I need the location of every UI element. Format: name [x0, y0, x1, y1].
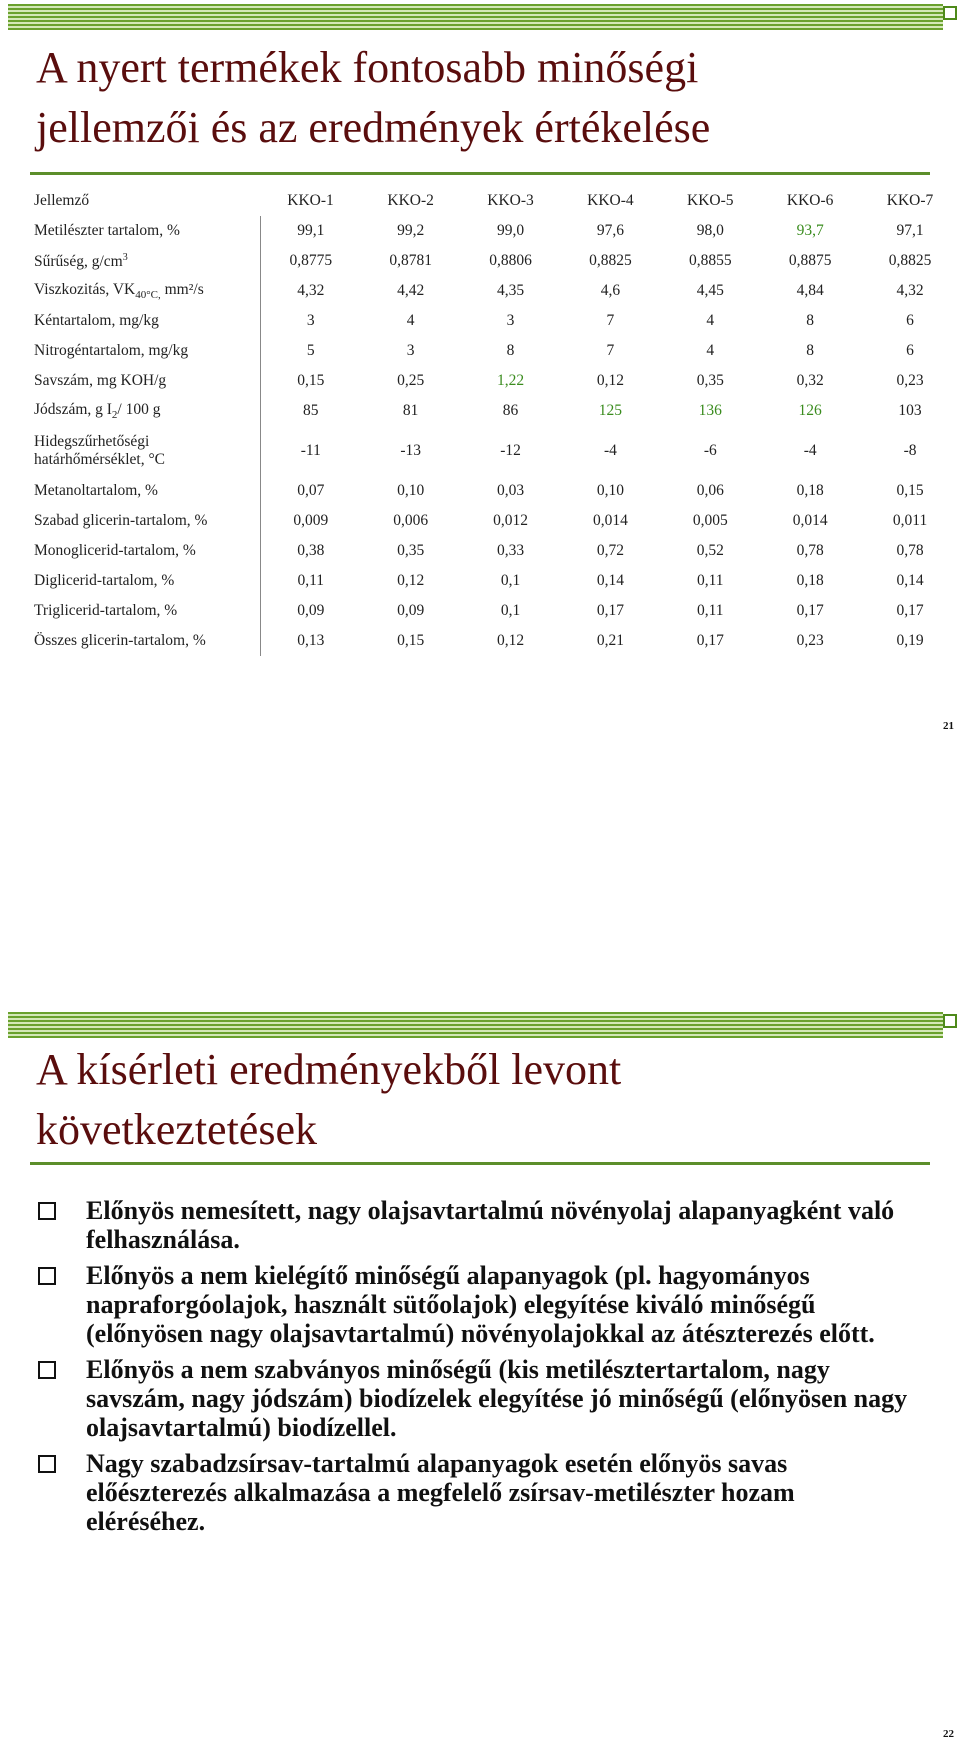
table-cell: 0,005	[692, 512, 728, 529]
table-cell: 0,17	[796, 602, 824, 619]
table-cell: 0,23	[896, 372, 924, 389]
table-cell: 0,35	[696, 372, 724, 389]
table-cell: 86	[502, 402, 519, 419]
header-cell: KKO-2	[387, 192, 434, 209]
table-cell: 0,10	[596, 482, 624, 499]
table-cell: 0,32	[796, 372, 824, 389]
corner-square-icon	[943, 1014, 957, 1028]
table-cell: 4	[706, 312, 715, 329]
table-cell: 4,32	[896, 282, 924, 299]
table-cell: 81	[402, 402, 419, 419]
table-cell: 0,8781	[389, 252, 432, 269]
table-row	[30, 246, 960, 276]
table-cell: 0,21	[596, 632, 624, 649]
header-cell: KKO-7	[886, 192, 934, 209]
row-label: Triglicerid-tartalom, %	[30, 596, 260, 626]
table-cell: 0,12	[397, 572, 425, 589]
title-underline	[30, 1162, 930, 1165]
corner-square-icon	[943, 6, 957, 20]
row-label-line-1: Hidegszűrhetőségi	[34, 433, 150, 450]
table-cell: 0,14	[896, 572, 924, 589]
page-number: 22	[943, 1728, 954, 1740]
row-label: Szabad glicerin-tartalom, %	[30, 506, 260, 536]
slide-title	[36, 38, 936, 158]
table-cell: 0,78	[896, 542, 924, 559]
table-header-row	[30, 186, 960, 216]
slide-22	[0, 1000, 960, 1744]
row-label: Monoglicerid-tartalom, %	[30, 536, 260, 566]
row-label: Diglicerid-tartalom, %	[30, 566, 260, 596]
table-cell: 0,03	[496, 482, 525, 499]
table-cell: -6	[703, 442, 717, 459]
table-row	[30, 306, 960, 336]
table-cell: 0,25	[397, 372, 425, 389]
table-cell: 0,15	[896, 482, 924, 499]
table-cell: 0,35	[397, 542, 425, 559]
table-cell: 0,38	[297, 542, 325, 559]
bullet-text: Nagy szabadzsírsav-tartalmú alapanyagok esetén előnyös savas előészterezés alkalmazása a megfelelő zsírsav-metilészter hozam eléréséhez.	[86, 1449, 795, 1536]
header-cell: KKO-3	[487, 192, 534, 209]
decorative-header-bar	[8, 1012, 943, 1043]
table-cell: 4	[406, 312, 415, 329]
page-number: 21	[943, 720, 954, 732]
row-label	[30, 396, 260, 426]
square-bullet-icon	[38, 1455, 56, 1473]
table-row	[30, 426, 960, 476]
table-cell: 8	[806, 312, 815, 329]
row-label: Savszám, mg KOH/g	[30, 366, 260, 396]
table-cell: 3	[506, 312, 515, 329]
title-underline	[30, 172, 930, 175]
row-label-text: Sűrűség, g/cm	[34, 252, 123, 270]
table-row	[30, 536, 960, 566]
table-cell: 85	[303, 402, 319, 419]
table-cell: 4,35	[496, 282, 525, 299]
table-row	[30, 476, 960, 506]
list-item	[38, 1261, 918, 1348]
table-row	[30, 216, 960, 246]
table-cell: -4	[603, 442, 617, 459]
row-label-sub: 40°C,	[135, 289, 161, 301]
header-cell: KKO-1	[287, 192, 334, 209]
table-cell: -8	[903, 442, 917, 459]
row-label-suffix: mm²/s	[160, 281, 204, 298]
table-cell: 4,6	[600, 282, 621, 299]
conclusions-list	[38, 1196, 918, 1543]
table-cell: 4,42	[397, 282, 425, 299]
table-cell: 97,1	[896, 222, 924, 239]
table-cell: -11	[300, 442, 321, 459]
list-item	[38, 1196, 918, 1254]
table-cell: 0,15	[397, 632, 425, 649]
table-cell: 0,014	[592, 512, 628, 529]
table-cell: -13	[400, 442, 421, 459]
title-line-2: következtetések	[36, 1105, 317, 1154]
row-label-sup: 3	[122, 251, 128, 263]
bullet-text: Előnyös a nem szabványos minőségű (kis metilésztertartalom, nagy savszám, nagy jódszám) biodízelek elegyítése jó minőségű (előnyösen nagy olajsavtartalmú) biodízellel.	[86, 1355, 908, 1442]
row-label-text: Viszkozitás, VK	[34, 281, 136, 298]
table-cell: -12	[500, 442, 521, 459]
table-row	[30, 396, 960, 426]
table-cell: 0,18	[796, 482, 824, 499]
table-row	[30, 506, 960, 536]
table-cell-highlight: 1,22	[496, 372, 525, 389]
table-cell: 0,1	[500, 602, 521, 619]
row-label: Kéntartalom, mg/kg	[30, 306, 260, 336]
row-label-sub: 2	[111, 409, 118, 421]
table-cell: -4	[803, 442, 817, 459]
decorative-header-bar	[8, 4, 943, 35]
table-cell: 8	[506, 342, 515, 359]
table-cell: 8	[806, 342, 815, 359]
table-cell: 0,13	[297, 632, 325, 649]
row-label	[30, 276, 260, 306]
table-cell: 0,11	[697, 572, 724, 589]
table-cell: 0,15	[297, 372, 325, 389]
bullet-text: Előnyös nemesített, nagy olajsavtartalmú növényolaj alapanyagként való felhasználása.	[86, 1196, 895, 1254]
table-cell: 0,33	[496, 542, 525, 559]
table-cell: 0,8825	[888, 252, 932, 269]
table-cell: 6	[906, 342, 914, 359]
header-cell: KKO-6	[786, 192, 834, 209]
table-row	[30, 596, 960, 626]
table-cell: 6	[906, 312, 914, 329]
table-cell: 7	[606, 342, 615, 359]
table-cell: 0,006	[393, 512, 429, 529]
table-cell-highlight: 125	[598, 402, 623, 419]
table-cell: 97,6	[596, 222, 624, 239]
table-cell: 0,8855	[688, 252, 732, 269]
list-item	[38, 1449, 918, 1536]
table-cell: 0,19	[896, 632, 924, 649]
bullet-text: Előnyös a nem kielégítő minőségű alapanyagok (pl. hagyományos napraforgóolajok, használt sütőolajok) elegyítése kiváló minőségű (előnyösen nagy olajsavtartalmú) növényolajokkal az átészterezés előtt.	[86, 1261, 875, 1348]
square-bullet-icon	[38, 1202, 56, 1220]
table-cell: 4	[706, 342, 715, 359]
table-cell: 0,009	[293, 512, 329, 529]
table-cell: 0,8806	[489, 252, 532, 269]
table-cell: 3	[406, 342, 415, 359]
table-row	[30, 566, 960, 596]
table-cell: 103	[898, 402, 922, 419]
title-line-1: A kísérleti eredményekből levont	[36, 1045, 622, 1094]
table-cell: 0,10	[397, 482, 425, 499]
square-bullet-icon	[38, 1361, 56, 1379]
table-cell: 0,07	[297, 482, 325, 499]
table-cell: 3	[306, 312, 315, 329]
table-cell: 0,17	[596, 602, 624, 619]
quality-table	[30, 186, 960, 656]
table-cell: 0,11	[697, 602, 724, 619]
table-cell: 0,52	[696, 542, 724, 559]
table-cell: 4,84	[796, 282, 824, 299]
table-cell: 0,014	[792, 512, 828, 529]
row-label: Metilészter tartalom, %	[30, 216, 260, 246]
table-cell: 0,17	[696, 632, 724, 649]
table-cell: 0,17	[896, 602, 924, 619]
header-cell: Jellemző	[34, 192, 90, 209]
table-cell: 99,0	[496, 222, 525, 239]
row-label: Metanoltartalom, %	[30, 476, 260, 506]
title-line-1: A nyert termékek fontosabb minőségi	[36, 43, 699, 92]
list-item	[38, 1355, 918, 1442]
row-label: Nitrogéntartalom, mg/kg	[30, 336, 260, 366]
table-cell: 4,32	[297, 282, 325, 299]
table-cell: 0,8825	[589, 252, 632, 269]
table-row	[30, 366, 960, 396]
table-cell: 0,11	[297, 572, 325, 589]
table-cell: 0,78	[796, 542, 824, 559]
table-cell: 0,09	[297, 602, 325, 619]
table-cell-highlight: 126	[798, 402, 822, 419]
table-cell: 7	[606, 312, 615, 329]
table-cell: 0,12	[596, 372, 624, 389]
table-row	[30, 336, 960, 366]
row-label	[30, 426, 260, 476]
table-cell: 0,12	[496, 632, 525, 649]
row-label-text: Jódszám, g I	[34, 401, 112, 418]
table-cell: 0,8775	[289, 252, 333, 269]
row-label-line-2: határhőmérséklet, °C	[34, 451, 166, 468]
slide-title	[36, 1040, 936, 1160]
row-label	[30, 246, 260, 276]
table-cell: 0,1	[500, 572, 521, 589]
header-stripes	[8, 1012, 943, 1038]
square-bullet-icon	[38, 1267, 56, 1285]
table-cell: 4,45	[696, 282, 724, 299]
table-cell: 99,1	[297, 222, 325, 239]
row-label: Összes glicerin-tartalom, %	[30, 626, 260, 656]
table-cell: 98,0	[696, 222, 724, 239]
table-cell: 99,2	[397, 222, 425, 239]
table-cell: 0,06	[696, 482, 724, 499]
table-cell: 0,72	[596, 542, 624, 559]
table-cell: 0,14	[596, 572, 624, 589]
header-stripes	[8, 4, 943, 30]
header-cell: KKO-4	[587, 192, 634, 209]
table-cell: 0,09	[397, 602, 425, 619]
title-line-2: jellemzői és az eredmények értékelése	[36, 103, 711, 152]
table-cell-highlight: 93,7	[796, 222, 824, 239]
table-cell: 0,23	[796, 632, 824, 649]
row-label-suffix: / 100 g	[117, 401, 161, 418]
table-cell-highlight: 136	[698, 402, 722, 419]
table-row	[30, 276, 960, 306]
table-row	[30, 626, 960, 656]
table-cell: 0,011	[892, 512, 928, 529]
table-cell: 0,8875	[788, 252, 832, 269]
table-cell: 5	[306, 342, 315, 359]
table-cell: 0,012	[493, 512, 528, 529]
header-cell: KKO-5	[687, 192, 734, 209]
table-cell: 0,18	[796, 572, 824, 589]
